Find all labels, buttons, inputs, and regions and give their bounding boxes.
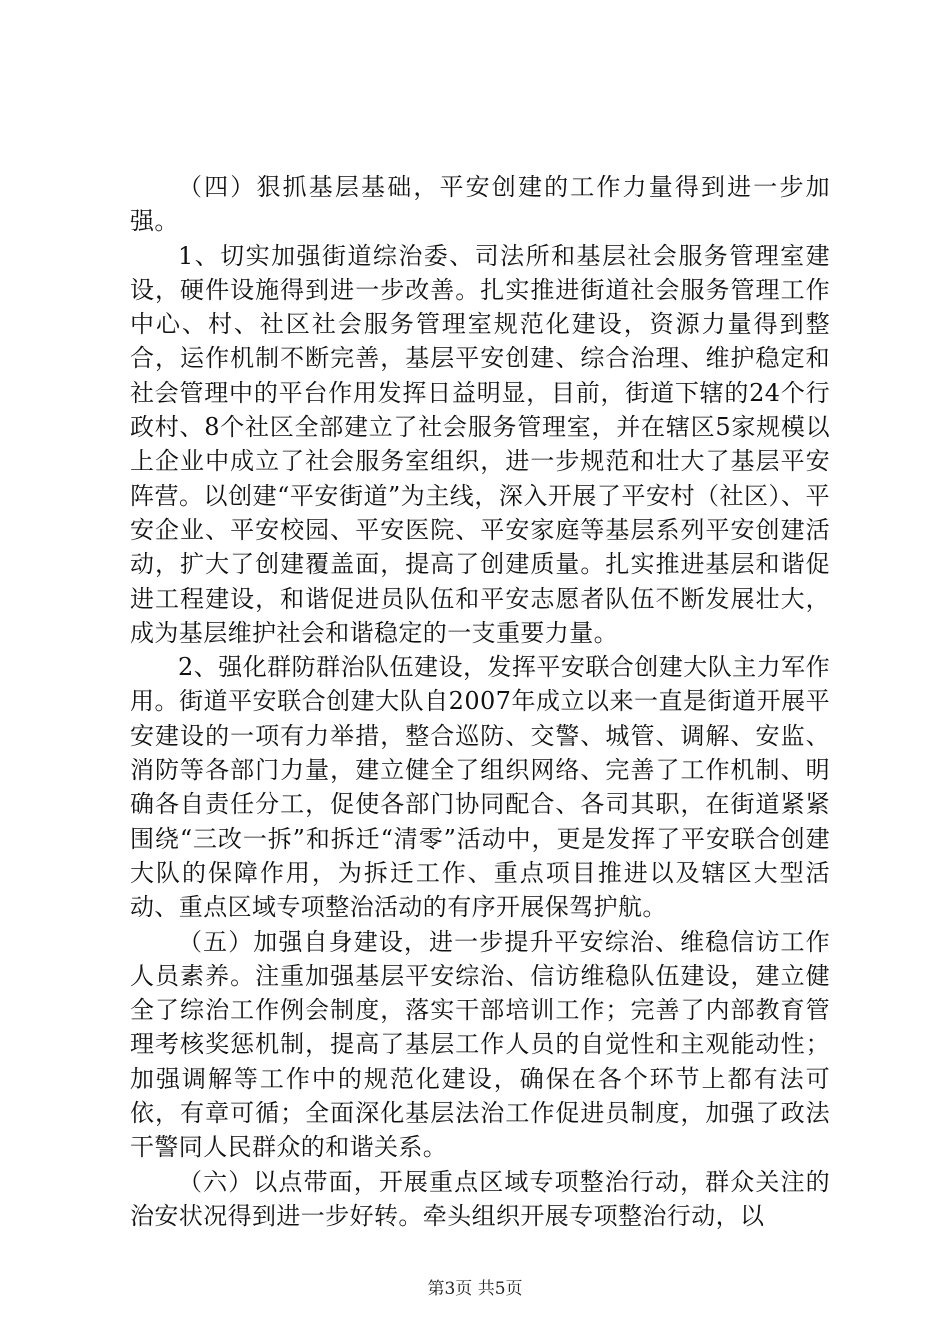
paragraph-section-5: （五）加强自身建设，进一步提升平安综治、维稳信访工作人员素养。注重加强基层平安综治、信访维稳队伍建设，建立健全了综治工作例会制度，落实干部培训工作；完善了内部教育管理考核奖惩机制，提高了基层工作人员的自觉性和主观能动性；加强调解等工作中的规范化建设，确保在各个环节上都有法可依，有章可循；全面深化基层法治工作促进员制度，加强了政法干警同人民群众的和谐关系。 [130,927,830,1162]
paragraph-section-6: （六）以点带面，开展重点区域专项整治行动，群众关注的治安状况得到进一步好转。牵头组织开展专项整治行动，以 [130,1167,830,1230]
page-number-footer: 第3页 共5页 [427,1279,523,1299]
document-body [130,170,830,1233]
paragraph-item-1: 1、切实加强街道综治委、司法所和基层社会服务管理室建设，硬件设施得到进一步改善。扎实推进街道社会服务管理工作中心、村、社区社会服务管理室规范化建设，资源力量得到整合，运作机制不断完善，基层平安创建、综合治理、维护稳定和社会管理中的平台作用发挥日益明显，目前，街道下辖的24个行政村、8个社区全部建立了社会服务管理室，并在辖区5家规模以上企业中成立了社会服务室组织，进一步规范和壮大了基层平安阵营。以创建“平安街道”为主线，深入开展了平安村（社区）、平安企业、平安校园、平安医院、平安家庭等基层系列平安创建活动，扩大了创建覆盖面，提高了创建质量。扎实推进基层和谐促进工程建设，和谐促进员队伍和平安志愿者队伍不断发展壮大，成为基层维护社会和谐稳定的一支重要力量。 [130,241,830,647]
paragraph-item-2: 2、强化群防群治队伍建设，发挥平安联合创建大队主力军作用。街道平安联合创建大队自2007年成立以来一直是街道开展平安建设的一项有力举措，整合巡防、交警、城管、调解、安监、消防等各部门力量，建立健全了组织网络、完善了工作机制、明确各自责任分工，促使各部门协同配合、各司其职，在街道紧紧围绕“三改一拆”和拆迁“清零”活动中，更是发挥了平安联合创建大队的保障作用，为拆迁工作、重点项目推进以及辖区大型活动、重点区域专项整治活动的有序开展保驾护航。 [130,653,830,922]
paragraph-section-4-heading: （四）狠抓基层基础，平安创建的工作力量得到进一步加强。 [130,173,830,236]
